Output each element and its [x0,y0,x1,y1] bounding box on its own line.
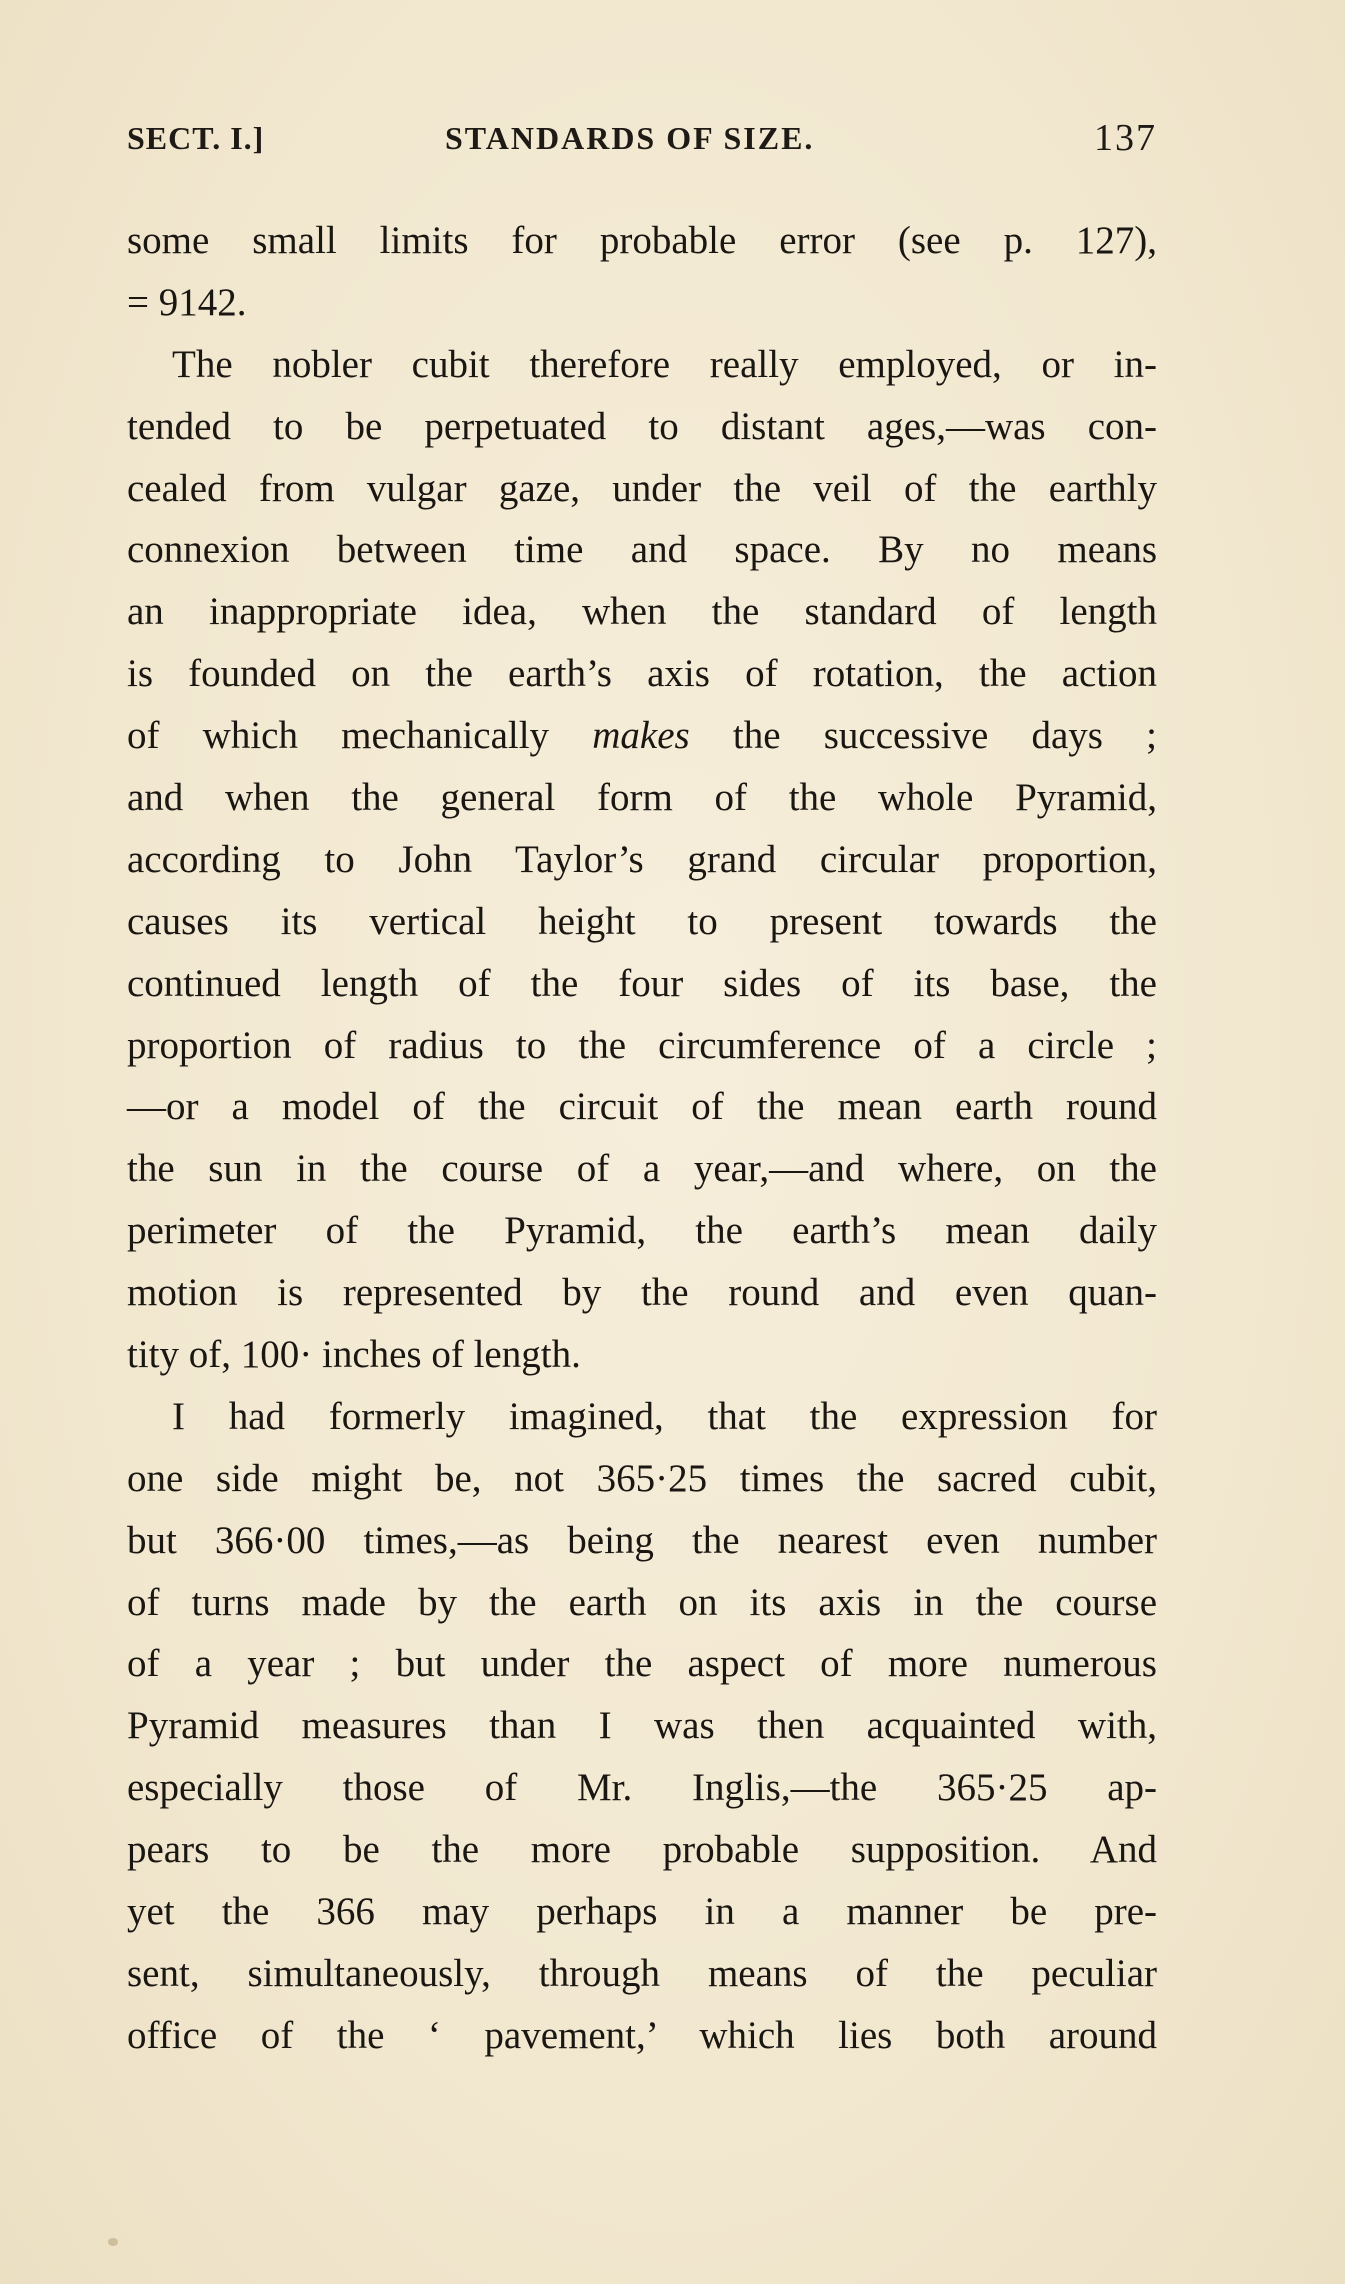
section-label: SECT. I.] [127,120,265,156]
text-line: motion is represented by the round and even quan- [127,1271,1157,1315]
text-line: according to John Taylor’s grand circular proportion, [127,837,1157,881]
text-line: sent, simultaneously, through means of the peculiar [127,1951,1157,1995]
text-line: The nobler cubit therefore really employed, or in- [172,342,1157,386]
text-line: Pyramid measures than I was then acquainted with, [127,1704,1157,1748]
text-line: of turns made by the earth on its axis in the course [127,1580,1157,1624]
text-line: proportion of radius to the circumference of a circle ; [127,1023,1157,1067]
text-line: and when the general form of the whole Pyramid, [127,776,1157,820]
text-line: —or a model of the circuit of the mean earth round [127,1085,1157,1129]
text-line: some small limits for probable error (see p. 127), [127,219,1157,262]
text-line: connexion between time and space. By no means [127,528,1157,572]
text-segment: the successive days ; [689,714,1157,758]
text-line: causes its vertical height to present towards the [127,899,1157,943]
text-line: pears to be the more probable supposition. And [127,1828,1157,1872]
body-text [127,210,1157,2067]
page-blemish [108,2238,118,2246]
text-line: office of the ‘ pavement,’ which lies both around [127,2013,1157,2057]
text-segment: of which mechanically [127,714,593,758]
running-title: STANDARDS OF SIZE. [445,120,815,156]
italic-word: makes [592,714,690,758]
text-line [127,705,1157,767]
text-line: yet the 366 may perhaps in a manner be pre- [127,1890,1157,1934]
text-line: continued length of the four sides of its base, the [127,961,1157,1005]
text-line: = 9142. [127,280,247,324]
text-line: is founded on the earth’s axis of rotation, the action [127,652,1157,696]
text-line: especially those of Mr. Inglis,—the 365·25 ap- [127,1766,1157,1810]
page-number: 137 [1094,117,1157,159]
text-line: tended to be perpetuated to distant ages,—was con- [127,404,1157,448]
text-line: of a year ; but under the aspect of more numerous [127,1642,1157,1686]
text-line: cealed from vulgar gaze, under the veil of the earthly [127,466,1157,510]
text-line: the sun in the course of a year,—and where, on the [127,1147,1157,1191]
text-line: an inappropriate idea, when the standard of length [127,590,1157,634]
text-line: but 366·00 times,—as being the nearest even number [127,1518,1157,1562]
running-header [127,117,1157,170]
text-line: perimeter of the Pyramid, the earth’s mean daily [127,1209,1157,1253]
text-line: I had formerly imagined, that the expression for [172,1394,1157,1438]
text-line: tity of, 100· inches of length. [127,1333,581,1377]
text-line: one side might be, not 365·25 times the sacred cubit, [127,1456,1157,1500]
